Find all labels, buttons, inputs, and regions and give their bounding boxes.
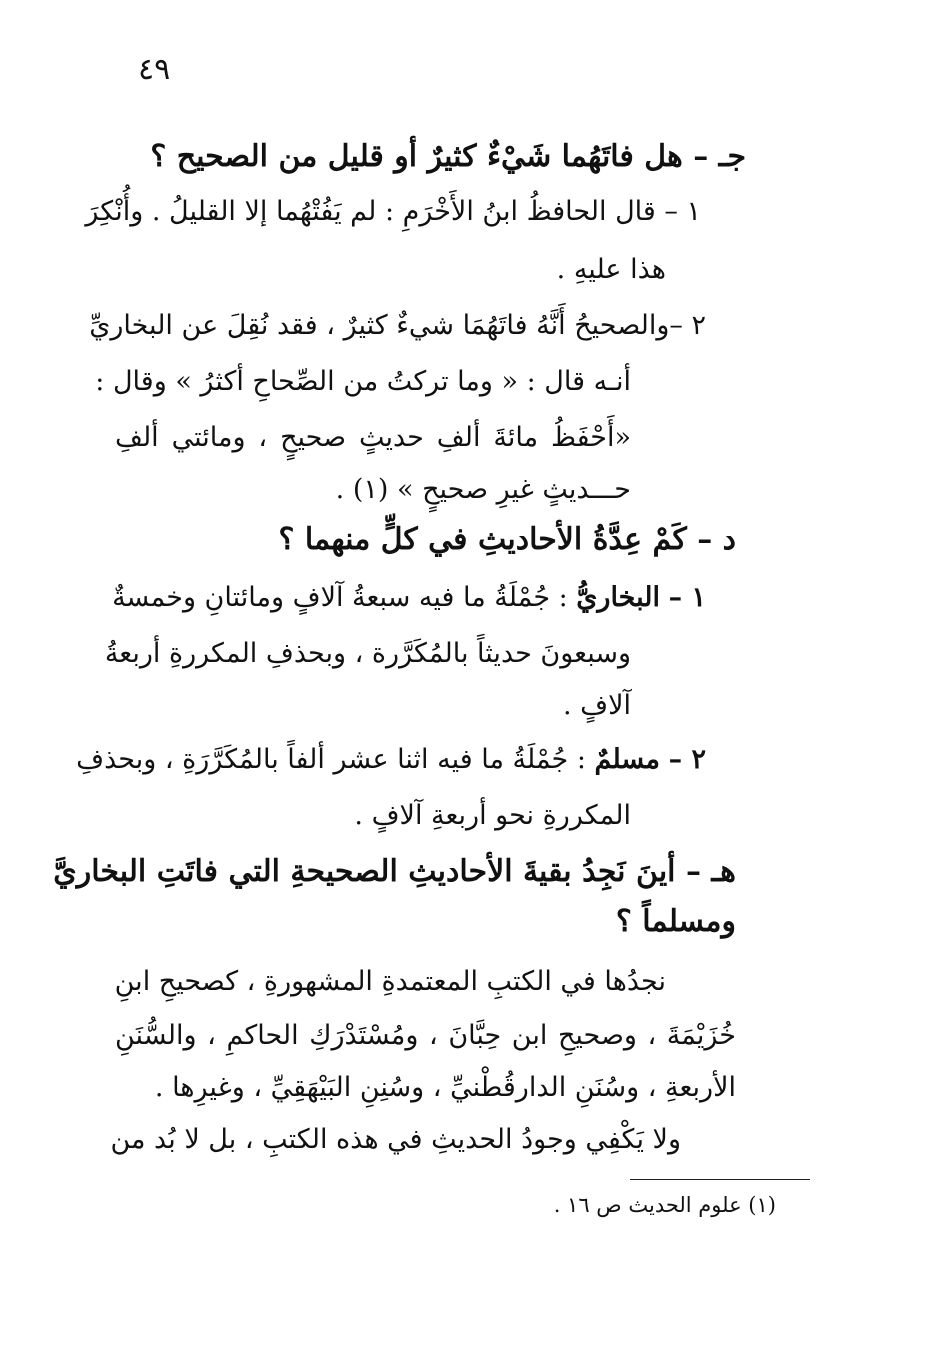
section-heading-ha-line1: هـ – أينَ نَجِدُ بقيةَ الأحاديثِ الصحيحةِ التي فاتَتِ البخاريَّ — [53, 854, 736, 889]
item2-line3: «أَحْفَظُ مائةَ ألفِ حديثٍ صحيحٍ ، ومائتي ألفِ — [115, 422, 631, 453]
d-item2-name: مسلمٌ — [594, 744, 660, 775]
d-item1-line1 — [112, 578, 706, 618]
h-para-line1: نجدُها في الكتبِ المعتمدةِ المشهورةِ ، كصحيحِ ابنِ — [114, 966, 666, 997]
d-item1-line1-rest: : جُمْلَةُ ما فيه سبعةُ آلافٍ ومائتانِ وخمسةٌ — [112, 582, 577, 613]
d-item1-name: البخاريُّ — [576, 582, 660, 613]
d-item2-line1-rest: : جُمْلَةُ ما فيه اثنا عشر ألفاً بالمُكَرَّرَةِ ، وبحذفِ — [76, 744, 595, 775]
h-para-line2: خُزَيْمَةَ ، وصحيحِ ابن حِبَّانَ ، ومُسْتَدْرَكِ الحاكمِ ، والسُّنَنِ — [115, 1020, 736, 1051]
h-para-line4: ولا يَكْفِي وجودُ الحديثِ في هذه الكتبِ ، بل لا بُد من — [110, 1124, 681, 1155]
item1-line1: ١ – قال الحافظُ ابنُ الأَخْرَمِ : لم يَفُتْهُما إلا القليلُ . وأُنْكِرَ — [85, 196, 701, 227]
footnote: (١) علوم الحديث ص ١٦ . — [553, 1193, 776, 1217]
d-item1-line3: آلافٍ . — [562, 690, 631, 721]
section-heading-ha-line2: ومسلماً ؟ — [615, 904, 736, 939]
item1-line2: هذا عليهِ . — [556, 254, 666, 285]
section-heading-jeem: جـ – هل فاتَهُما شَيْءٌ كثيرٌ أو قليل من الصحيح ؟ — [150, 139, 746, 174]
d-item2-line2: المكررةِ نحو أربعةِ آلافٍ . — [354, 800, 631, 831]
page-number: ٤٩ — [138, 52, 171, 87]
d-item2-number: ٢ – — [668, 744, 706, 775]
d-item2-line1 — [76, 740, 706, 780]
h-para-line3: الأربعةِ ، وسُنَنِ الدارقُطْنيِّ ، وسُنِنِ البَيْهَقِيِّ ، وغيرِها . — [154, 1072, 736, 1103]
d-item1-number: ١ – — [668, 582, 706, 613]
item2-line2: أنـه قال : « وما تركتُ من الصِّحاحِ أكثرُ » وقال : — [95, 366, 631, 397]
item2-line1: ٢ –والصحيحُ أَنَّهُ فاتَهُمَا شيءٌ كثيرٌ ، فقد نُقِلَ عن البخاريِّ — [89, 310, 706, 341]
d-item1-line2: وسبعونَ حديثاً بالمُكَرَّرة ، وبحذفِ المكررةِ أربعةُ — [104, 638, 631, 669]
item2-line4: حـــديثٍ غيرِ صحيحٍ » (١) . — [335, 474, 631, 505]
section-heading-dal: د – كَمْ عِدَّةُ الأحاديثِ في كلٍّ منهما ؟ — [278, 522, 736, 557]
footnote-separator — [630, 1179, 810, 1180]
